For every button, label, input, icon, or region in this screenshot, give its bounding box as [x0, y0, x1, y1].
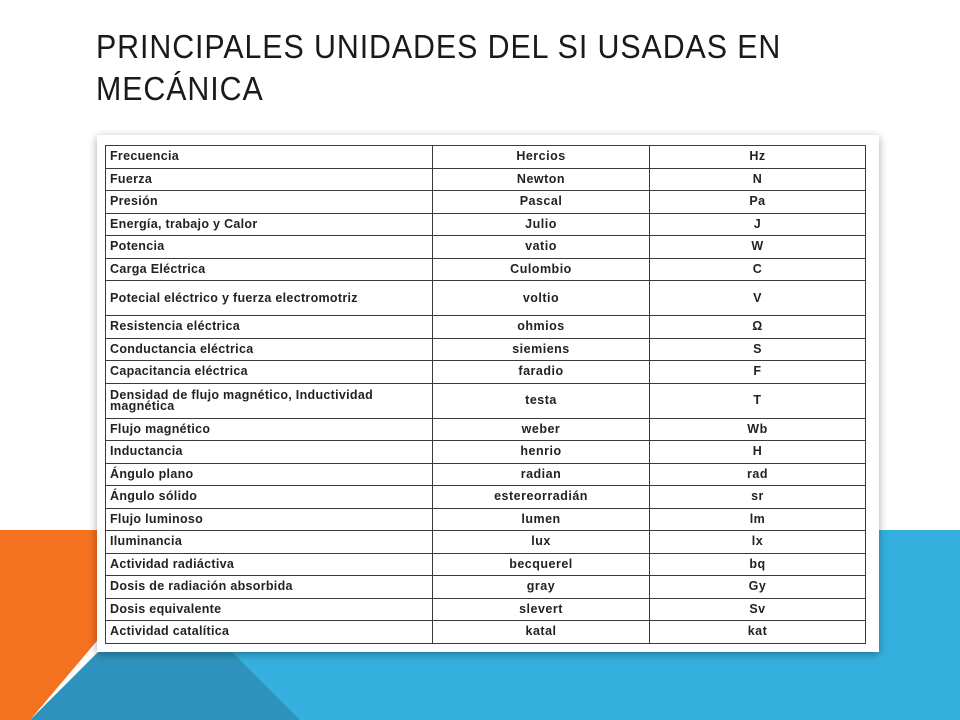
symbol-cell-text: bq — [749, 556, 766, 571]
magnitude-cell — [106, 531, 433, 554]
table-row — [106, 338, 866, 361]
symbol-cell — [650, 508, 866, 531]
unit-cell — [433, 146, 650, 169]
unit-cell — [433, 553, 650, 576]
symbol-cell-text: lx — [751, 534, 764, 549]
magnitude-cell-text: Potencia — [110, 239, 165, 254]
table-row — [106, 598, 866, 621]
symbol-cell-text: Sv — [749, 601, 766, 616]
unit-cell — [433, 486, 650, 509]
symbol-cell-text: kat — [747, 624, 768, 639]
magnitude-cell — [106, 168, 433, 191]
symbol-cell-text: sr — [751, 489, 764, 504]
unit-cell — [433, 236, 650, 259]
magnitude-cell — [106, 258, 433, 281]
unit-cell-text: lux — [531, 534, 551, 549]
unit-cell — [433, 418, 650, 441]
symbol-cell-text: S — [753, 341, 762, 356]
magnitude-cell-text: Iluminancia — [110, 534, 183, 549]
unit-cell — [433, 213, 650, 236]
symbol-cell — [650, 553, 866, 576]
symbol-cell — [650, 621, 866, 644]
symbol-cell — [650, 531, 866, 554]
table-row — [106, 236, 866, 259]
slide-title: PRINCIPALES UNIDADES DEL SI USADAS EN MECÁNICA — [96, 28, 782, 107]
symbol-cell-text: Wb — [747, 421, 768, 436]
magnitude-cell — [106, 338, 433, 361]
table-row — [106, 463, 866, 486]
unit-cell-text: Pascal — [519, 194, 563, 209]
symbol-cell-text: V — [753, 290, 762, 305]
unit-cell — [433, 338, 650, 361]
magnitude-cell-text: Dosis equivalente — [110, 601, 222, 616]
magnitude-cell-text: Actividad radiáctiva — [110, 556, 235, 571]
magnitude-cell-text: Carga Eléctrica — [110, 261, 206, 276]
unit-cell — [433, 598, 650, 621]
magnitude-cell — [106, 361, 433, 384]
symbol-cell — [650, 191, 866, 214]
magnitude-cell-text: Fuerza — [110, 171, 153, 186]
magnitude-cell — [106, 236, 433, 259]
table-row — [106, 146, 866, 169]
magnitude-cell-text: Actividad catalítica — [110, 624, 230, 639]
symbol-cell-text: Pa — [749, 194, 766, 209]
unit-cell — [433, 361, 650, 384]
magnitude-cell — [106, 576, 433, 599]
symbol-cell — [650, 486, 866, 509]
unit-cell-text: weber — [521, 421, 561, 436]
table-row — [106, 553, 866, 576]
unit-cell — [433, 258, 650, 281]
magnitude-cell-text: Potecial eléctrico y fuerza electromotriz — [110, 290, 358, 305]
table-row — [106, 486, 866, 509]
unit-cell-text: faradio — [518, 364, 564, 379]
unit-cell-text: Hercios — [516, 149, 566, 164]
table-row — [106, 621, 866, 644]
unit-cell-text: henrio — [520, 444, 562, 459]
symbol-cell-text: F — [753, 364, 762, 379]
symbol-cell — [650, 598, 866, 621]
magnitude-cell — [106, 281, 433, 316]
magnitude-cell-text: Flujo magnético — [110, 421, 211, 436]
unit-cell — [433, 621, 650, 644]
unit-cell — [433, 508, 650, 531]
magnitude-cell-text: Inductancia — [110, 444, 183, 459]
symbol-cell — [650, 316, 866, 339]
symbol-cell-text: Hz — [749, 149, 766, 164]
unit-cell-text: lumen — [521, 511, 561, 526]
symbol-cell — [650, 576, 866, 599]
symbol-cell — [650, 213, 866, 236]
table-row — [106, 213, 866, 236]
unit-cell-text: radian — [520, 466, 562, 481]
magnitude-cell-text: Frecuencia — [110, 149, 180, 164]
symbol-cell-text: Ω — [752, 319, 763, 334]
magnitude-cell — [106, 316, 433, 339]
table-row — [106, 168, 866, 191]
unit-cell-text: katal — [525, 624, 557, 639]
magnitude-cell-text: Dosis de radiación absorbida — [110, 579, 293, 594]
symbol-cell — [650, 236, 866, 259]
table-row — [106, 418, 866, 441]
magnitude-cell — [106, 383, 433, 418]
unit-cell-text: Julio — [525, 216, 557, 231]
unit-cell-text: gray — [526, 579, 556, 594]
symbol-cell — [650, 168, 866, 191]
magnitude-cell-text: Ángulo plano — [110, 466, 194, 481]
magnitude-cell — [106, 486, 433, 509]
magnitude-cell-text: Capacitancia eléctrica — [110, 364, 248, 379]
unit-cell — [433, 576, 650, 599]
magnitude-cell-text: Conductancia eléctrica — [110, 341, 254, 356]
symbol-cell-text: Gy — [748, 579, 767, 594]
unit-cell-text: voltio — [522, 290, 560, 305]
unit-cell-text: slevert — [519, 601, 563, 616]
magnitude-cell-text: Densidad de flujo magnético, Inductividad magnética — [110, 387, 374, 413]
unit-cell-text: testa — [525, 393, 557, 407]
magnitude-cell — [106, 463, 433, 486]
symbol-cell — [650, 258, 866, 281]
units-table-image — [97, 135, 879, 652]
symbol-cell-text: lm — [749, 511, 766, 526]
symbol-cell-text: J — [753, 216, 762, 231]
table-row — [106, 361, 866, 384]
symbol-cell — [650, 418, 866, 441]
unit-cell-text: ohmios — [517, 319, 565, 334]
magnitude-cell — [106, 598, 433, 621]
symbol-cell-text: rad — [747, 466, 768, 481]
table-row — [106, 281, 866, 316]
table-row — [106, 383, 866, 418]
magnitude-cell-text: Presión — [110, 194, 158, 209]
unit-cell — [433, 281, 650, 316]
unit-cell — [433, 168, 650, 191]
symbol-cell — [650, 441, 866, 464]
table-row — [106, 258, 866, 281]
symbol-cell — [650, 281, 866, 316]
table-row — [106, 441, 866, 464]
symbol-cell — [650, 361, 866, 384]
symbol-cell-text: C — [752, 261, 763, 276]
unit-cell — [433, 441, 650, 464]
table-row — [106, 191, 866, 214]
symbol-cell-text: H — [752, 444, 763, 459]
symbol-cell — [650, 338, 866, 361]
magnitude-cell — [106, 621, 433, 644]
magnitude-cell — [106, 418, 433, 441]
table-row — [106, 576, 866, 599]
magnitude-cell-text: Energía, trabajo y Calor — [110, 216, 258, 231]
table-row — [106, 316, 866, 339]
magnitude-cell — [106, 213, 433, 236]
unit-cell-text: vatio — [525, 239, 557, 254]
magnitude-cell — [106, 553, 433, 576]
unit-cell-text: estereorradián — [494, 489, 588, 504]
symbol-cell — [650, 463, 866, 486]
symbol-cell-text: T — [753, 393, 762, 407]
unit-cell-text: siemiens — [512, 341, 570, 356]
unit-cell — [433, 191, 650, 214]
table-row — [106, 508, 866, 531]
symbol-cell — [650, 383, 866, 418]
unit-cell-text: Newton — [516, 171, 566, 186]
symbol-cell-text: W — [751, 239, 764, 254]
units-table-body — [106, 146, 866, 644]
symbol-cell — [650, 146, 866, 169]
magnitude-cell — [106, 146, 433, 169]
unit-cell-text: becquerel — [509, 556, 573, 571]
magnitude-cell — [106, 441, 433, 464]
table-row — [106, 531, 866, 554]
magnitude-cell — [106, 191, 433, 214]
magnitude-cell — [106, 508, 433, 531]
unit-cell — [433, 383, 650, 418]
unit-cell — [433, 531, 650, 554]
unit-cell-text: Culombio — [510, 261, 572, 276]
symbol-cell-text: N — [752, 171, 763, 186]
magnitude-cell-text: Resistencia eléctrica — [110, 319, 240, 334]
unit-cell — [433, 316, 650, 339]
si-units-table — [105, 145, 866, 644]
magnitude-cell-text: Ángulo sólido — [110, 489, 198, 504]
magnitude-cell-text: Flujo luminoso — [110, 511, 204, 526]
unit-cell — [433, 463, 650, 486]
